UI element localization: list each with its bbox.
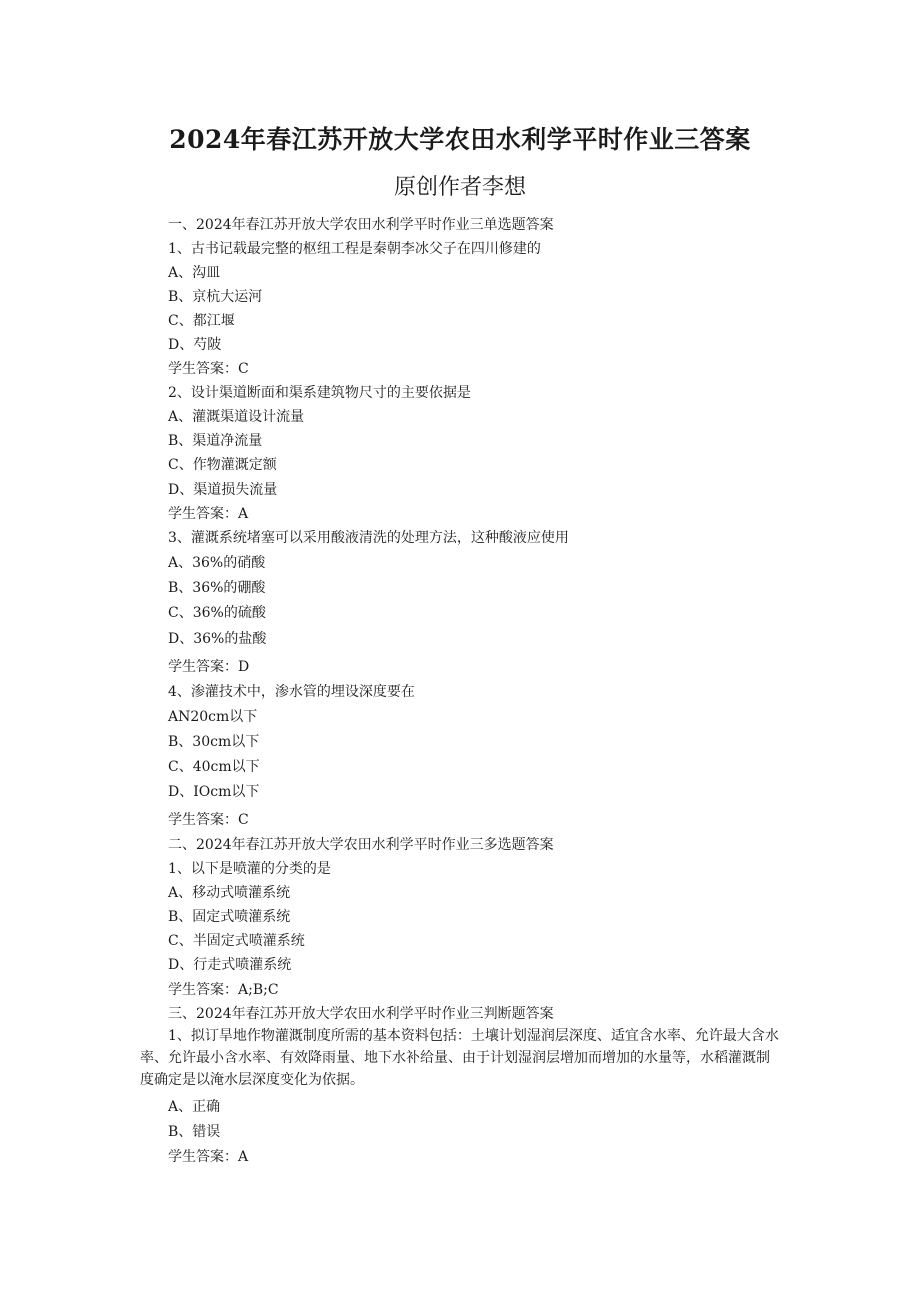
document-line: 学生答案：A;B;C [168,982,279,998]
document-line: 4、渗灌技术中，渗水管的埋设深度要在 [168,684,415,700]
document-line: 学生答案：C [168,361,249,377]
document-line: A、36%的硝酸 [168,555,266,571]
document-line: 学生答案：A [168,506,249,522]
document-line: A、正确 [168,1099,221,1115]
document-line: B、错误 [168,1124,221,1140]
document-line: A、灌溉渠道设计流量 [168,409,305,425]
document-line: 一、2024年春江苏开放大学农田水利学平时作业三单选题答案 [168,217,554,233]
document-line: AN20cm以下 [168,709,258,725]
document-subtitle: 原创作者李想 [393,175,526,200]
document-line: D、行走式喷灌系统 [168,957,292,973]
document-line: C、半固定式喷灌系统 [168,933,305,949]
document-line: 三、2024年春江苏开放大学农田水利学平时作业三判断题答案 [168,1006,554,1022]
document-line: C、36%的硫酸 [168,605,266,621]
document-line: A、沟皿 [168,265,221,281]
document-line: B、固定式喷灌系统 [168,909,291,925]
document-line: 3、灌溉系统堵塞可以采用酸液清洗的处理方法，这种酸液应使用 [168,530,569,546]
document-line: 1、古书记载最完整的枢纽工程是秦朝李冰父子在四川修建的 [168,241,541,257]
document-line: 学生答案：C [168,812,249,828]
judgement-question-paragraph: 1、拟订旱地作物灌溉制度所需的基本资料包括：土壤计划湿润层深度、适宜含水率、允许最大含水率、允许最小含水率、有效降雨量、地下水补给量、由于计划湿润层增加而增加的水量等，水稻灌溉制度确定是以淹水层深度变化为依据。 [140,1028,779,1088]
document-line: C、40cm以下 [168,759,260,775]
document-line: C、都江堰 [168,313,235,329]
document-line: 二、2024年春江苏开放大学农田水利学平时作业三多选题答案 [168,837,554,853]
document-title: 2024年春江苏开放大学农田水利学平时作业三答案 [169,125,751,154]
document-line: B、36%的硼酸 [168,580,266,596]
document-line: D、36%的盐酸 [168,631,267,647]
document-line: 2、设计渠道断面和渠系建筑物尺寸的主要依据是 [168,385,471,401]
document-line: D、IOcm以下 [168,784,260,800]
document-line: 学生答案：D [168,659,250,675]
document-line: B、京杭大运河 [168,289,263,305]
document-line: C、作物灌溉定额 [168,457,277,473]
document-line: 1、以下是喷灌的分类的是 [168,861,331,877]
document-line: D、芍陂 [168,337,222,353]
document-line: D、渠道损失流量 [168,482,278,498]
document-line: A、移动式喷灌系统 [168,885,291,901]
document-line: 学生答案：A [168,1149,249,1165]
document-line: B、30cm以下 [168,734,260,750]
document-line: B、渠道净流量 [168,433,263,449]
